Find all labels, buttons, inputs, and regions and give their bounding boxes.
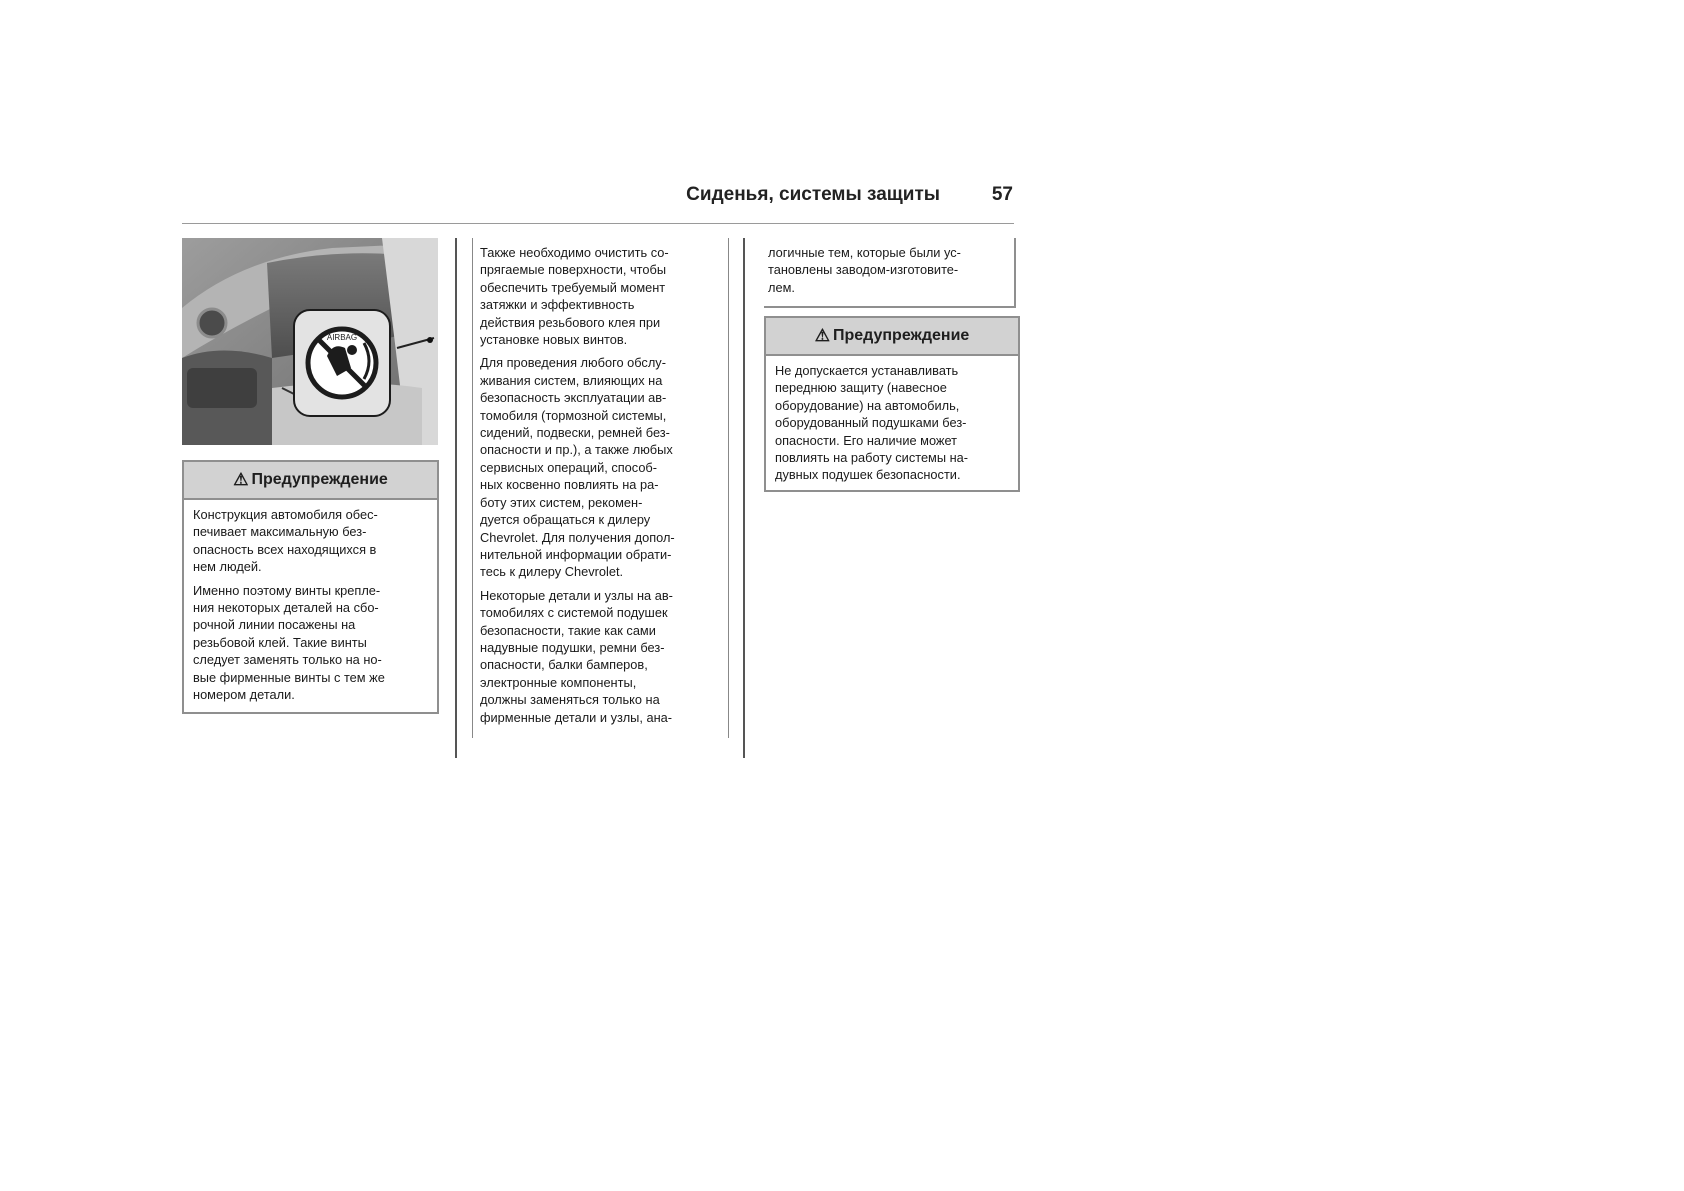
text-line: рочной линии посажены на	[193, 617, 356, 633]
text-line: опасности. Его наличие может	[775, 432, 958, 448]
text-line: повлиять на работу системы на-	[775, 450, 969, 466]
text-line: живания систем, влияющих на	[480, 372, 663, 388]
text-line: действия резьбового клея при	[480, 314, 661, 330]
text-line: тановлены заводом-изготовите-	[768, 262, 959, 278]
text-line: затяжки и эффективность	[480, 297, 635, 313]
body-paragraph	[480, 244, 730, 348]
running-header-title: Сиденья, системы защиты	[686, 184, 940, 205]
text-line: Не допускается устанавливать	[775, 363, 959, 378]
text-line: томобилях с системой подушек	[480, 605, 668, 621]
text-line: безопасности, такие как сами	[480, 622, 656, 638]
text-line: Также необходимо очистить со-	[480, 245, 669, 260]
text-line: сидений, подвески, ремней без-	[480, 425, 670, 441]
text-line: ния некоторых деталей на сбо-	[193, 600, 379, 616]
text-line: вые фирменные винты с тем же	[193, 669, 385, 685]
dashboard-airbag-photo	[182, 238, 438, 445]
text-line: Некоторые детали и узлы на ав-	[480, 587, 673, 603]
body-paragraph	[480, 354, 730, 580]
text-line: лем.	[768, 279, 795, 295]
text-line: следует заменять только на но-	[193, 652, 382, 668]
warning-paragraph	[775, 362, 1008, 484]
text-line: Именно поэтому винты крепле-	[193, 582, 381, 598]
warning-triangle-icon: ⚠	[233, 470, 249, 489]
dashboard-illustration	[182, 238, 438, 445]
text-line: томобиля (тормозной системы,	[480, 407, 667, 423]
text-line: опасность всех находящихся в	[193, 541, 377, 557]
text-line: должны заменяться только на	[480, 692, 660, 708]
box-edge	[1014, 238, 1016, 306]
text-line: обеспечить требуемый момент	[480, 279, 666, 295]
text-line: тесь к дилеру Chevrolet.	[480, 564, 624, 580]
text-line: электронные компоненты,	[480, 674, 637, 690]
text-line: безопасность эксплуатации ав-	[480, 390, 667, 406]
body-paragraph	[768, 244, 1018, 296]
text-line: номером детали.	[193, 687, 295, 703]
text-line: оборудование) на автомобиль,	[775, 397, 960, 413]
text-line: печивает максимальную без-	[193, 524, 367, 540]
warning-paragraph	[193, 582, 427, 704]
text-line: надувные подушки, ремни без-	[480, 639, 665, 655]
box-edge	[764, 306, 1016, 308]
warning-header	[184, 460, 437, 500]
text-line: опасности, балки бамперов,	[480, 657, 648, 673]
warning-paragraph	[193, 506, 427, 576]
text-line: фирменные детали и узлы, ана-	[480, 709, 673, 725]
text-line: нительной информации обрати-	[480, 546, 672, 562]
warning-title: Предупреждение	[251, 471, 388, 488]
text-line: прягаемые поверхности, чтобы	[480, 262, 667, 278]
column-divider	[743, 238, 745, 758]
text-line: дувных подушек безопасности.	[775, 467, 961, 483]
page-number: 57	[991, 184, 1013, 205]
text-column-middle	[480, 244, 730, 732]
text-line: Для проведения любого обслу-	[480, 355, 666, 371]
text-line: переднюю защиту (навесное	[775, 380, 947, 396]
text-line: установке новых винтов.	[480, 332, 628, 348]
text-line: Chevrolet. Для получения допол-	[480, 529, 675, 545]
text-line: Конструкция автомобиля обес-	[193, 507, 378, 522]
text-line: боту этих систем, рекомен-	[480, 494, 643, 510]
body-paragraph	[480, 587, 730, 726]
warning-header	[766, 316, 1018, 356]
warning-triangle-icon: ⚠	[814, 326, 830, 345]
header-rule	[182, 223, 1014, 224]
text-line: нем людей.	[193, 559, 262, 575]
text-line: резьбовой клей. Такие винты	[193, 634, 367, 650]
text-line: оборудованный подушками без-	[775, 415, 967, 431]
text-line: сервисных операций, способ-	[480, 459, 658, 475]
text-line: логичные тем, которые были ус-	[768, 245, 961, 260]
text-column-right	[768, 244, 1018, 302]
column-divider	[455, 238, 457, 758]
warning-box-left	[182, 460, 439, 714]
airbag-label: AIRBAG	[326, 333, 358, 342]
warning-title: Предупреждение	[832, 327, 970, 344]
warning-box-right	[764, 316, 1020, 492]
text-line: ных косвенно повлиять на ра-	[480, 477, 659, 493]
text-line: опасности и пр.), а также любых	[480, 442, 673, 458]
text-line: дуется обращаться к дилеру	[480, 512, 651, 528]
column-rule	[472, 238, 473, 738]
